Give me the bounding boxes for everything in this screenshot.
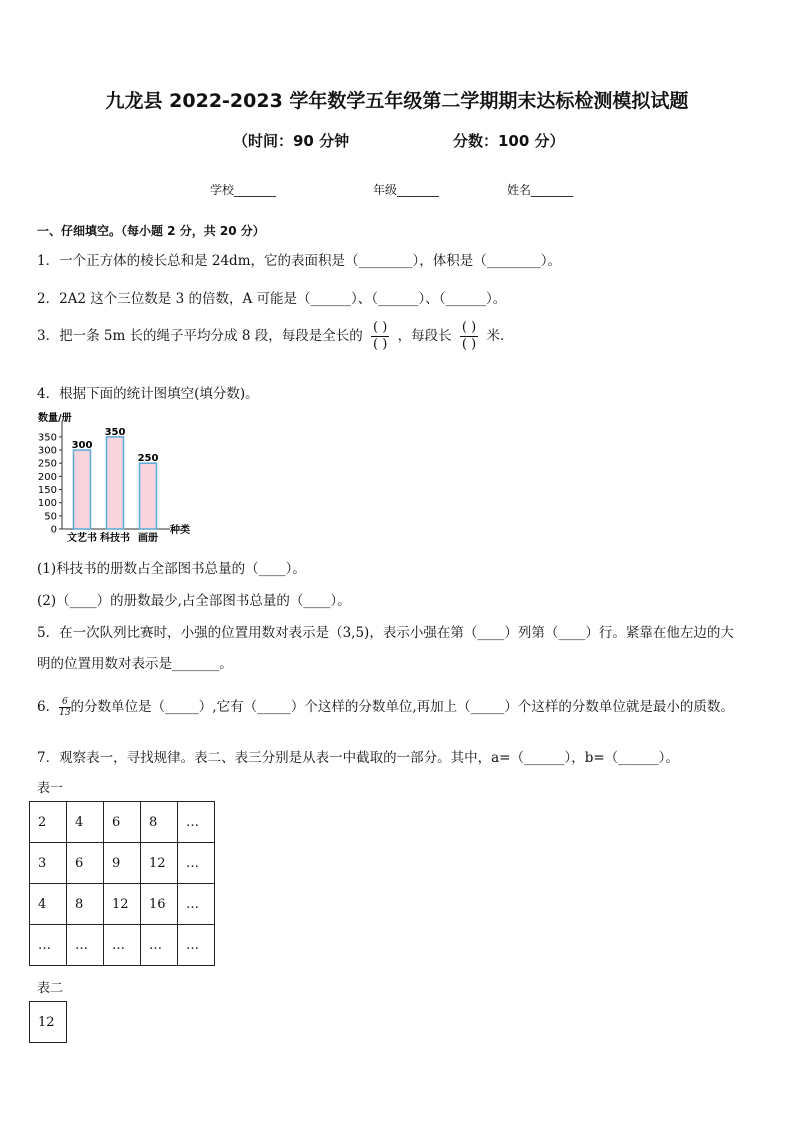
category-label: 文艺书	[67, 533, 97, 544]
question-4: 4．根据下面的统计图填空(填分数)。	[37, 386, 259, 402]
exam-title: 九龙县 2022-2023 学年数学五年级第二学期期末达标检测模拟试题	[105, 90, 689, 112]
question-2: 2．2A2 这个三位数是 3 的倍数，A 可能是（______）、（______）、（______）。	[37, 291, 507, 307]
category-label: 科技书	[100, 533, 130, 544]
table-2	[29, 1001, 67, 1043]
y-tick-label: 50	[44, 511, 57, 523]
y-tick-label: 0	[50, 524, 57, 536]
table-1-cell: …	[67, 925, 104, 966]
table-1-cell: 3	[30, 843, 67, 884]
table-1-cell: …	[178, 802, 215, 843]
table-1-cell: …	[178, 884, 215, 925]
question-4-1: (1)科技书的册数占全部图书总量的（____）。	[37, 561, 306, 577]
table-1-row	[30, 884, 215, 925]
table-1-cell: 4	[30, 884, 67, 925]
y-tick-label: 100	[37, 498, 57, 510]
fraction-blank: $\frac{( )}{( )}$	[373, 320, 388, 352]
table-1-cell: 16	[141, 884, 178, 925]
y-tick-label: 350	[37, 432, 57, 444]
table-2-row	[30, 1002, 67, 1043]
bar	[74, 450, 91, 529]
table-1	[29, 801, 215, 966]
question-4-2: (2)（____）的册数最少,占全部图书总量的（____）。	[37, 593, 351, 609]
table-1-cell: …	[178, 843, 215, 884]
bar-chart	[30, 405, 200, 545]
question-6: 6． $\frac{6}{13}$ 的分数单位是（_____）,它有（_____）个这样的分数单位,再加上（_____）个这样的分数单位就是最小的质数。	[37, 697, 734, 718]
data-label: 300	[71, 440, 93, 452]
question-5: 5．在一次队列比赛时，小强的位置用数对表示是（3,5)，表示小强在第（____）列第（____）行。紧靠在他左边的大	[37, 625, 734, 641]
table-2-label: 表二	[37, 981, 64, 996]
school-field: 学校_______	[210, 183, 277, 197]
table-1-cell: 6	[67, 843, 104, 884]
fraction: $\frac{6}{13}$	[59, 697, 71, 718]
exam-score: 分数：100 分）	[453, 132, 565, 150]
exam-time: （时间：90 分钟	[233, 132, 350, 150]
category-label: 画册	[138, 533, 158, 544]
name-field: 姓名_______	[507, 183, 574, 197]
y-tick-label: 150	[37, 485, 57, 497]
table-1-cell: …	[30, 925, 67, 966]
table-1-cell: …	[104, 925, 141, 966]
bar	[107, 437, 124, 529]
y-tick-label: 300	[37, 445, 57, 457]
question-3-prefix: 3．把一条 5m 长的绳子平均分成 8 段，每段是全长的	[37, 328, 363, 344]
y-axis-label: 数量/册	[38, 413, 72, 424]
table-1-label: 表一	[37, 781, 64, 796]
table-2-cell: 12	[30, 1002, 67, 1043]
table-1-cell: 8	[141, 802, 178, 843]
y-tick-label: 250	[37, 458, 57, 470]
table-1-cell: …	[178, 925, 215, 966]
table-1-cell: 12	[141, 843, 178, 884]
question-7: 7．观察表一，寻找规律。表二、表三分别是从表一中截取的一部分。其中，a=（______），b=（______）。	[37, 750, 679, 766]
table-1-cell: 8	[67, 884, 104, 925]
question-3-suffix: 米．	[486, 328, 514, 344]
fraction-blank: $\frac{( )}{( )}$	[461, 320, 477, 352]
bar	[140, 463, 157, 529]
table-1-cell: 2	[30, 802, 67, 843]
question-5-line2: 明的位置用数对表示是_______。	[37, 656, 233, 672]
question-3-mid: ，每段长	[397, 328, 452, 344]
data-label: 250	[137, 453, 159, 465]
table-1-cell: 12	[104, 884, 141, 925]
y-tick-label: 200	[37, 471, 57, 483]
x-axis-label: 种类	[170, 525, 190, 536]
table-1-row	[30, 925, 215, 966]
data-label: 350	[104, 426, 126, 438]
table-1-row	[30, 843, 215, 884]
table-1-row	[30, 802, 215, 843]
table-1-cell: 4	[67, 802, 104, 843]
table-1-cell: 9	[104, 843, 141, 884]
table-1-cell: 6	[104, 802, 141, 843]
question-3	[37, 320, 513, 353]
table-1-cell: …	[141, 925, 178, 966]
question-1: 1．一个正方体的棱长总和是 24dm，它的表面积是（________），体积是（________）。	[37, 253, 562, 269]
grade-field: 年级_______	[373, 183, 440, 197]
section-heading: 一、仔细填空。（每小题 2 分，共 20 分）	[37, 224, 265, 238]
